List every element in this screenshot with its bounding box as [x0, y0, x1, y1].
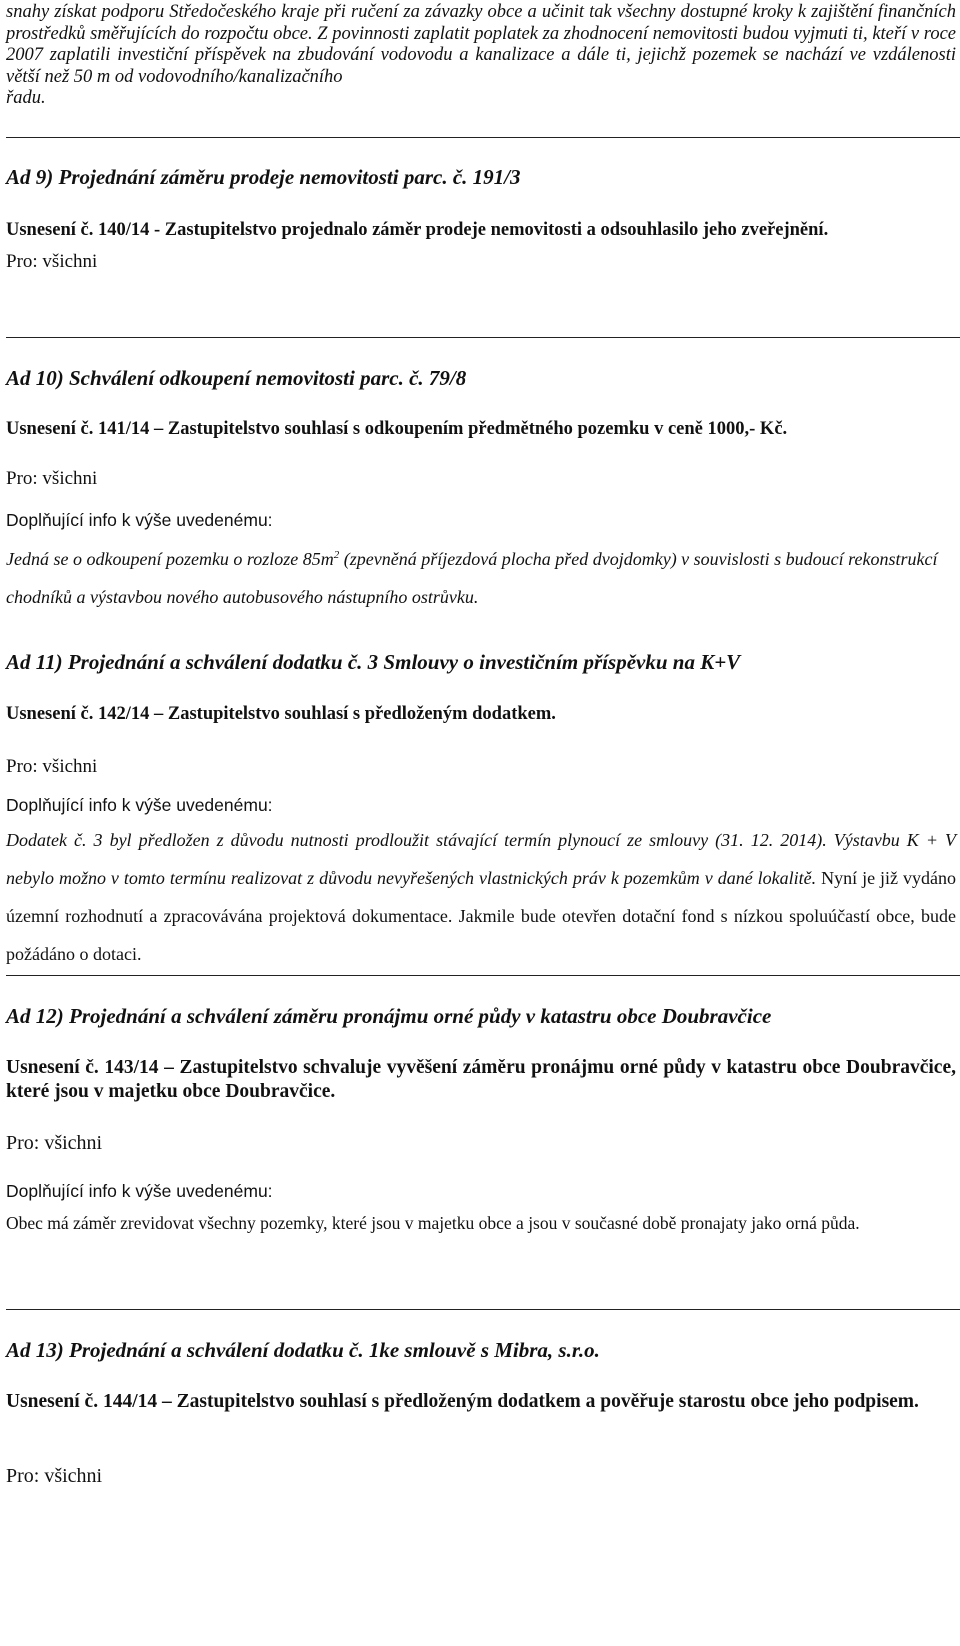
item13-heading: Ad 13) Projednání a schválení dodatku č. 1ke smlouvě s Mibra, s.r.o. [6, 1338, 600, 1362]
section-divider [6, 137, 960, 138]
item12-resolution: Usnesení č. 143/14 – Zastupitelstvo schvaluje vyvěšení záměru pronájmu orné půdy v katastru obce Doubravčice, které jsou v majetku obce Doubravčice. [6, 1057, 956, 1102]
intro-last-line: řadu. [6, 88, 46, 108]
section-divider [6, 337, 960, 338]
item10-resolution: Usnesení č. 141/14 – Zastupitelstvo souhlasí s odkoupením předmětného pozemku v ceně 1000,- Kč. [6, 419, 788, 439]
section-divider [6, 1309, 960, 1310]
item10-heading: Ad 10) Schválení odkoupení nemovitosti parc. č. 79/8 [6, 366, 467, 390]
item12-heading: Ad 12) Projednání a schválení záměru pronájmu orné půdy v katastru obce Doubravčice [6, 1004, 772, 1028]
intro-paragraph [6, 2, 956, 110]
item11-heading: Ad 11) Projednání a schválení dodatku č. 3 Smlouvy o investičním příspěvku na K+V [6, 650, 741, 674]
item12-info-label: Doplňující info k výše uvedenému: [6, 1181, 273, 1201]
section-divider [6, 975, 960, 976]
intro-text: snahy získat podporu Středočeského kraje při ručení za závazky obce a učinit tak všechny dostupné kroky k zajištění finančních prostředků směřujících do rozpočtu obce. Z povinnosti zaplatit poplatek za zhodnocení nemovitosti budou vyjmuti ti, kteří v roce 2007 zaplatili investiční příspěvek na zbudování vodovodu a kanalizace a dále ti, jejichž pozemek se nachází ve vzdálenosti větší než 50 m od vodovodního/kanalizačního [6, 2, 956, 87]
item9-resolution: Usnesení č. 140/14 - Zastupitelstvo projednalo záměr prodeje nemovitosti a odsouhlasilo jeho zveřejnění. [6, 220, 829, 240]
item11-info-body [6, 821, 956, 973]
item11-resolution: Usnesení č. 142/14 – Zastupitelstvo souhlasí s předloženým dodatkem. [6, 704, 556, 724]
item10-vote: Pro: všichni [6, 468, 98, 489]
item10-info-body [6, 540, 956, 616]
item9-heading: Ad 9) Projednání záměru prodeje nemovitosti parc. č. 191/3 [6, 165, 521, 189]
item13-resolution: Usnesení č. 144/14 – Zastupitelstvo souhlasí s předloženým dodatkem a pověřuje starostu obce jeho podpisem. [6, 1391, 919, 1412]
item11-vote: Pro: všichni [6, 756, 98, 777]
item12-vote: Pro: všichni [6, 1132, 103, 1154]
item10-info-label: Doplňující info k výše uvedenému: [6, 510, 273, 530]
item13-vote: Pro: všichni [6, 1465, 103, 1487]
item10-body-a: Jedná se o odkoupení pozemku o rozloze 85m [6, 549, 334, 569]
item9-vote: Pro: všichni [6, 251, 98, 272]
item11-info-label: Doplňující info k výše uvedenému: [6, 795, 273, 815]
item11-body-part1: Dodatek č. 3 byl předložen z důvodu nutnosti prodloužit stávající termín plynoucí ze smlouvy (31. 12. 2014). Výstavbu K + V nebylo možno v tomto termínu realizovat z důvodu nevyřešených vlastnických práv k pozemkům v dané lokalitě. [6, 830, 956, 888]
item12-info-body: Obec má záměr zrevidovat všechny pozemky, které jsou v majetku obce a jsou v současné době pronajaty jako orná půda. [6, 1213, 860, 1233]
item10-body-b: (zpevněná příjezdová plocha před dvojdomky) v souvislosti s budoucí rekonstrukcí chodníků a výstavbou nového autobusového nástupního ostrůvku. [6, 549, 938, 607]
item10-body-superscript: 2 [333, 549, 340, 561]
item11-body-part2: Nyní je již vydáno územní rozhodnutí a zpracovávána projektová dokumentace. Jakmile bude otevřen dotační fond s nízkou spoluúčastí obce, bude požádáno o dotaci. [6, 868, 956, 964]
